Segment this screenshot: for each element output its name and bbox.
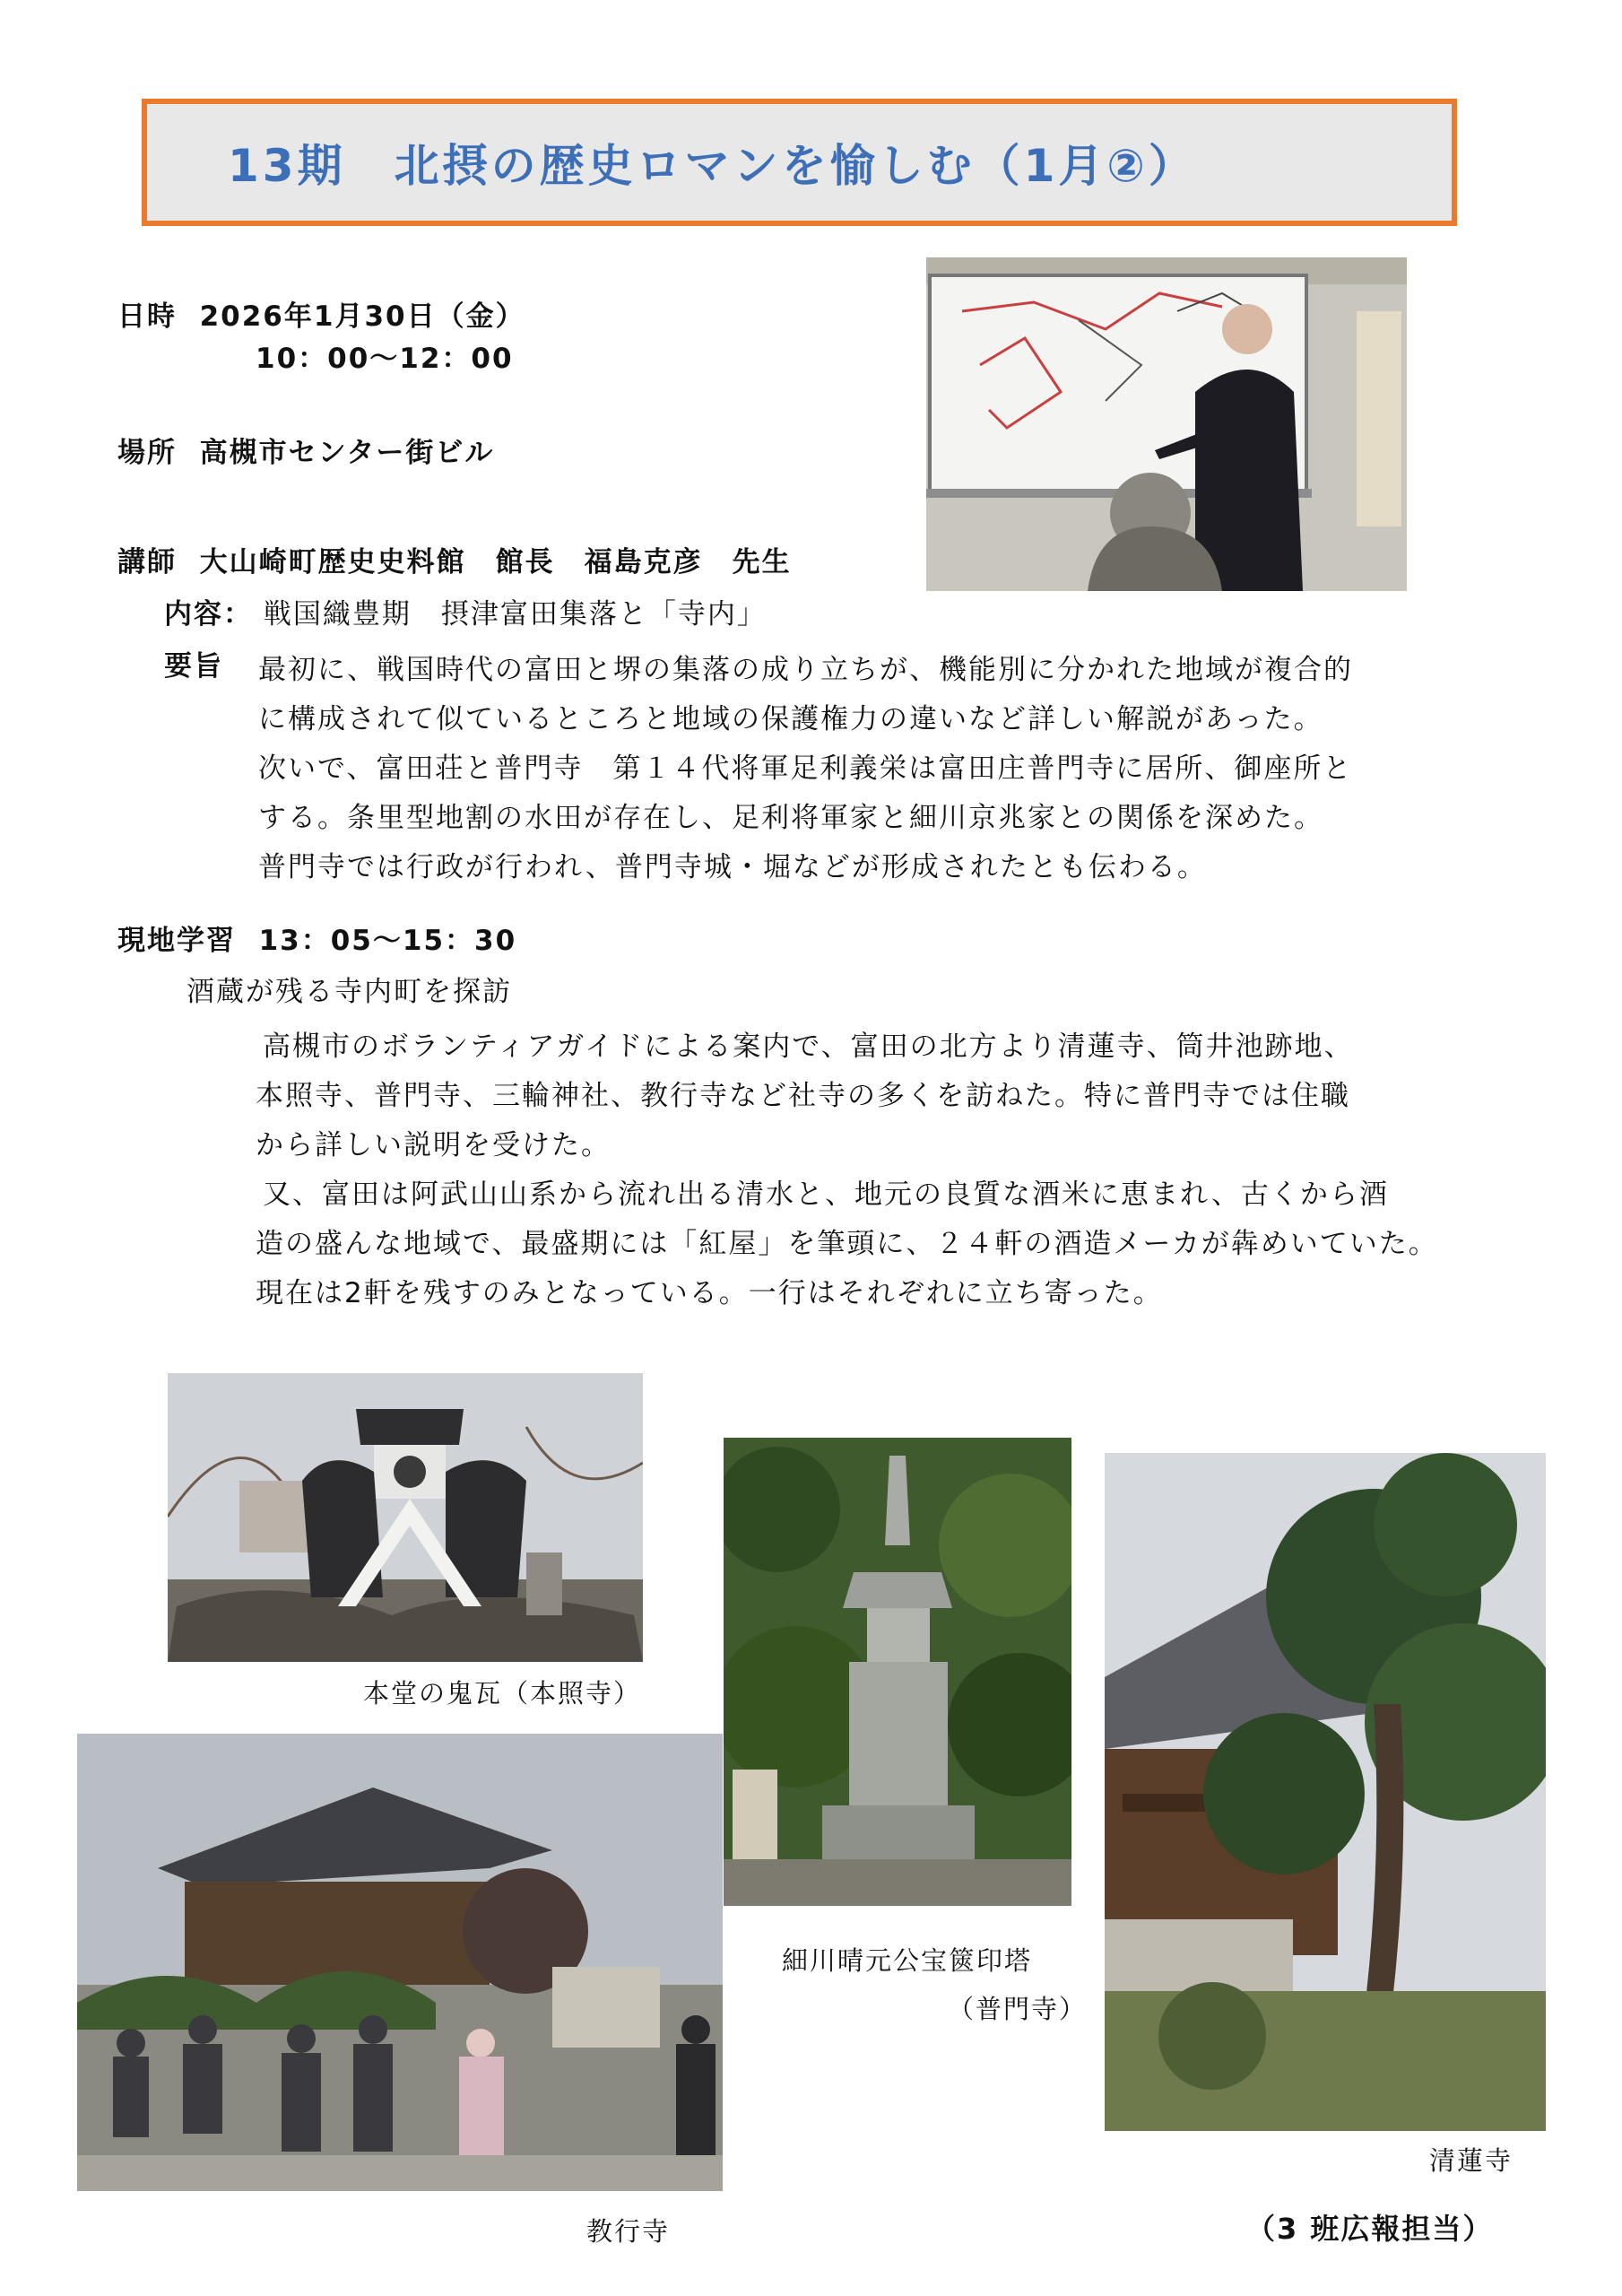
summary-line: 普門寺では行政が行われ、普門寺城・堀などが形成されたとも伝わる。 [258,851,1207,883]
onigawara-caption: 本堂の鬼瓦（本照寺） [363,1678,642,1709]
datetime-label: 日時 [117,300,177,333]
content-label: 内容： [164,598,253,631]
content-row [164,594,767,635]
footer-credit: （3 班広報担当） [1246,2212,1494,2246]
seirenji-caption: 清蓮寺 [1429,2145,1514,2176]
field-row [117,920,516,961]
seirenji-photo-image [1105,1453,1546,2131]
kyougyouji-photo [77,1734,723,2191]
onigawara-photo-image [168,1373,643,1662]
lecturer-value: 大山崎町歴史史料館 館長 福島克彦 先生 [199,546,792,578]
houkyouin-photo-image [724,1438,1071,1906]
page-title: 13期 北摂の歴史ロマンを愉しむ（1月②） [228,140,1197,192]
lecture-photo-image [926,257,1407,591]
summary-line: 最初に、戦国時代の富田と堺の集落の成り立ちが、機能別に分かれた地域が複合的 [258,654,1353,686]
field-line: 現在は2軒を残すのみとなっている。一行はそれぞれに立ち寄った。 [256,1277,1163,1309]
summary-line: に構成されて似ているところと地域の保護権力の違いなど詳しい解説があった。 [258,703,1323,735]
field-line: から詳しい説明を受けた。 [256,1129,611,1161]
houkyouin-caption-1: 細川晴元公宝篋印塔 [782,1945,1033,1976]
onigawara-photo [168,1373,643,1662]
field-label: 現地学習 [117,925,236,957]
kyougyouji-caption: 教行寺 [586,2216,671,2247]
field-line: 又、富田は阿武山山系から流れ出る清水と、地元の良質な酒米に恵まれ、古くから酒 [263,1178,1389,1211]
field-line: 高槻市のボランティアガイドによる案内で、富田の北方より清蓮寺、筒井池跡地、 [263,1031,1354,1063]
summary-line: 次いで、富田荘と普門寺 第１４代将軍足利義栄は富田庄普門寺に居所、御座所と [258,752,1353,785]
title-box [142,99,1457,226]
lecturer-row [117,542,792,583]
summary-line: する。条里型地割の水田が存在し、足利将軍家と細川京兆家との関係を深めた。 [258,802,1323,834]
place-value: 高槻市センター街ビル [199,437,495,469]
summary-body [258,646,1353,892]
seirenji-photo [1105,1453,1546,2131]
field-subtitle: 酒蔵が残る寺内町を探訪 [186,976,512,1008]
field-line: 造の盛んな地域で、最盛期には「紅屋」を筆頭に、２４軒の酒造メーカが犇めいていた。 [256,1228,1438,1260]
houkyouin-photo [724,1438,1071,1906]
datetime-row [117,296,525,337]
place-label: 場所 [117,437,177,469]
place-row [117,432,494,474]
kyougyouji-photo-image [77,1734,723,2191]
datetime-date: 2026年1月30日（金） [199,300,525,333]
field-body [256,1022,1438,1318]
summary-label: 要旨 [164,650,223,683]
lecture-photo [926,257,1407,591]
houkyouin-caption-2: （普門寺） [948,1994,1088,2024]
datetime-time: 10：00～12：00 [256,343,514,375]
content-value: 戦国織豊期 摂津富田集落と「寺内」 [263,598,767,631]
lecturer-label: 講師 [117,546,177,578]
field-line: 本照寺、普門寺、三輪神社、教行寺など社寺の多くを訪ねた。特に普門寺では住職 [256,1080,1350,1112]
field-time: 13：05～15：30 [258,925,517,957]
